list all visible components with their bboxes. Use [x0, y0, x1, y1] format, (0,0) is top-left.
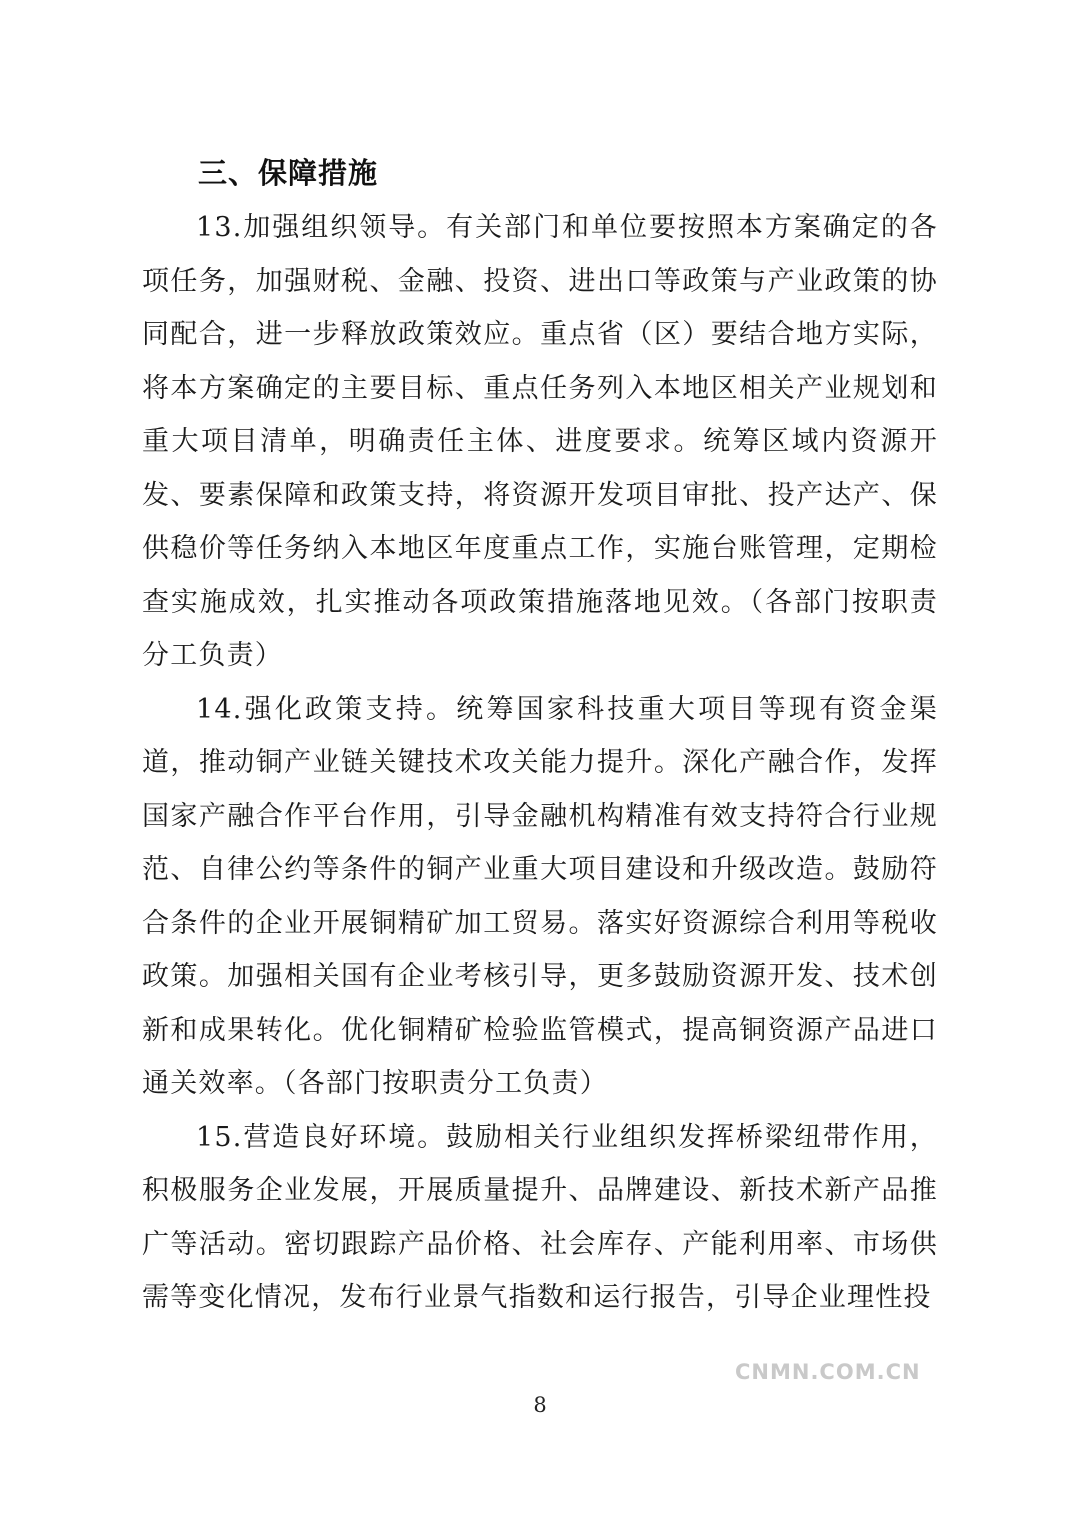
document-body	[142, 201, 938, 1325]
section-heading: 三、保障措施	[198, 156, 379, 190]
page-number: 8	[533, 1393, 547, 1417]
paragraph-15: 15.营造良好环境。鼓励相关行业组织发挥桥梁纽带作用，积极服务企业发展，开展质量提升、品牌建设、新技术新产品推广等活动。密切跟踪产品价格、社会库存、产能利用率、市场供需等变化情况，发布行业景气指数和运行报告，引导企业理性投	[142, 1121, 938, 1313]
watermark-text: CNMN.COM.CN	[735, 1360, 921, 1384]
paragraph-13: 13.加强组织领导。有关部门和单位要按照本方案确定的各项任务，加强财税、金融、投资、进出口等政策与产业政策的协同配合，进一步释放政策效应。重点省（区）要结合地方实际，将本方案确定的主要目标、重点任务列入本地区相关产业规划和重大项目清单，明确责任主体、进度要求。统筹区域内资源开发、要素保障和政策支持，将资源开发项目审批、投产达产、保供稳价等任务纳入本地区年度重点工作，实施台账管理，定期检查实施成效，扎实推动各项政策措施落地见效。（各部门按职责分工负责）	[142, 212, 938, 671]
paragraph-14: 14.强化政策支持。统筹国家科技重大项目等现有资金渠道，推动铜产业链关键技术攻关能力提升。深化产融合作，发挥国家产融合作平台作用，引导金融机构精准有效支持符合行业规范、自律公约等条件的铜产业重大项目建设和升级改造。鼓励符合条件的企业开展铜精矿加工贸易。落实好资源综合利用等税收政策。加强相关国有企业考核引导，更多鼓励资源开发、技术创新和成果转化。优化铜精矿检验监管模式，提高铜资源产品进口通关效率。（各部门按职责分工负责）	[142, 693, 938, 1099]
